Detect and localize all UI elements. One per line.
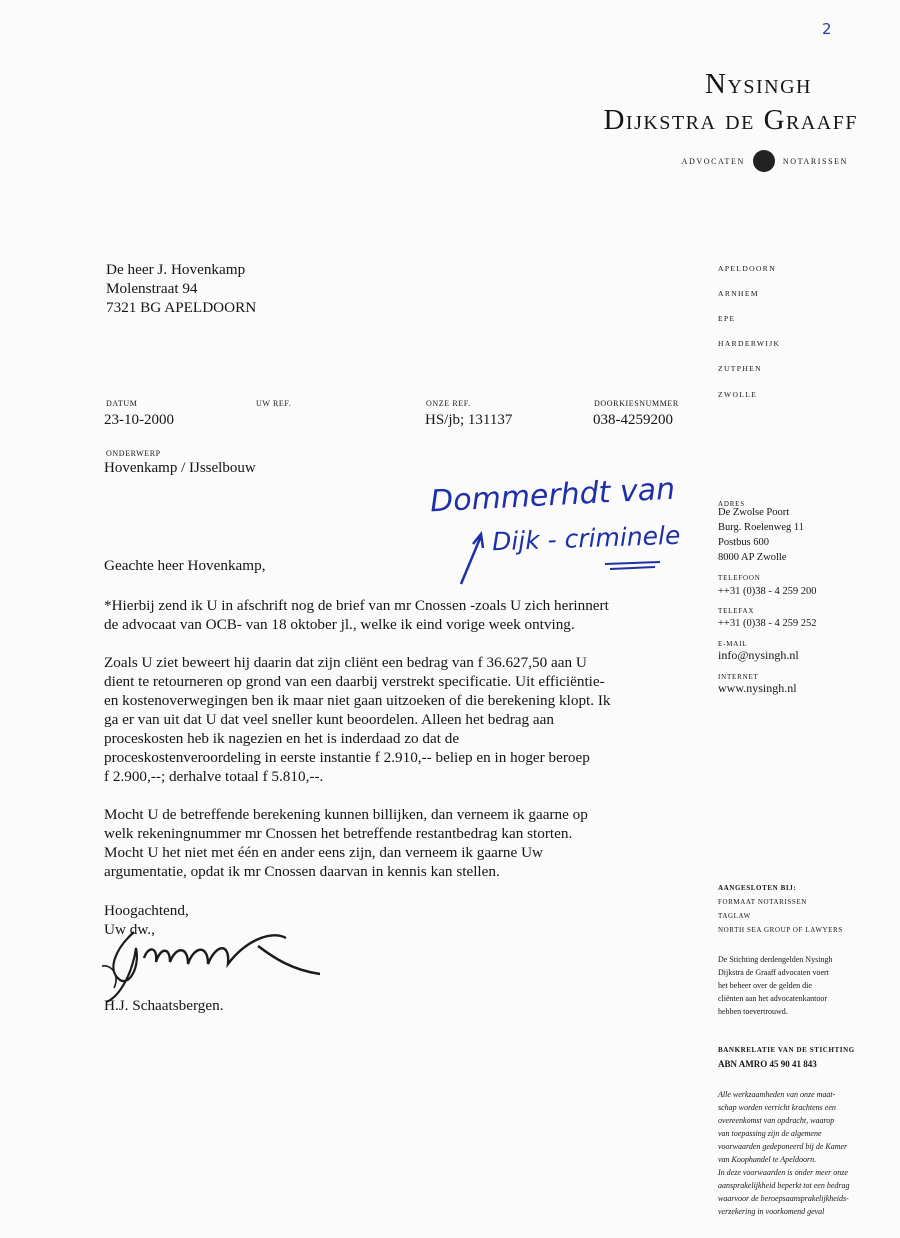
text-line: dient te retourneren op grond van een daarbij verstrekt specificatie. Uit efficiëntie- xyxy=(104,673,605,690)
closing: Hoogachtend, xyxy=(104,902,189,919)
your-ref-label: UW REF. xyxy=(256,399,292,408)
affiliation-item: NORTH SEA GROUP OF LAWYERS xyxy=(718,926,843,934)
note-line: van toepassing zijn de algemene xyxy=(718,1129,822,1138)
note-line: verzekering in voorkomend geval xyxy=(718,1207,825,1216)
affiliations-label: AANGESLOTEN BIJ: xyxy=(718,884,797,892)
subject-label: ONDERWERP xyxy=(106,449,161,458)
address-line: 8000 AP Zwolle xyxy=(718,552,787,563)
firm-name-line2: Dijkstra de Graaff xyxy=(603,104,858,136)
phone-value: ++31 (0)38 - 4 259 200 xyxy=(718,586,817,597)
text-line: ga er van uit dat U dat veel sneller kunt beoordelen. Alleen het bedrag aan xyxy=(104,711,554,728)
note-line: De Stichting derdengelden Nysingh xyxy=(718,955,833,964)
office-epe: EPE xyxy=(718,314,736,323)
recipient-city: 7321 BG APELDOORN xyxy=(106,299,257,316)
handwritten-arrow-icon xyxy=(455,528,725,588)
note-line: aansprakelijkheid beperkt tot een bedrag xyxy=(718,1181,850,1190)
text-line: welk rekeningnummer mr Cnossen het betreffende restantbedrag kan storten. xyxy=(104,825,573,842)
text-line: argumentatie, opdat ik mr Cnossen daarvan in kennis kan stellen. xyxy=(104,863,500,880)
direct-value: 038-4259200 xyxy=(593,412,673,428)
handwritten-note-line1: Dommerhdt van xyxy=(429,471,676,520)
email-label: E-MAIL xyxy=(718,640,748,648)
text-line: Mocht U het niet met één en ander eens zijn, dan verneem ik gaarne Uw xyxy=(104,844,543,861)
text-line: Zoals U ziet beweert hij daarin dat zijn cliënt een bedrag van f 36.627,50 aan U xyxy=(104,654,587,671)
email-value: info@nysingh.nl xyxy=(718,648,799,662)
office-harderwijk: HARDERWIJK xyxy=(718,339,781,348)
terms-note xyxy=(718,1088,868,1218)
our-ref-label: ONZE REF. xyxy=(426,399,471,408)
tagline-notarissen: notarissen xyxy=(782,152,848,167)
direct-label: DOORKIESNUMMER xyxy=(594,399,679,408)
text-line: proceskostenveroordeling in eerste instantie f 2.910,-- beliep en in hoger beroep xyxy=(104,749,590,766)
address-label: ADRES xyxy=(718,500,745,508)
paragraph-2 xyxy=(104,653,674,786)
date-value: 23-10-2000 xyxy=(104,412,174,428)
note-line: Dijkstra de Graaff advocaten voert xyxy=(718,968,829,977)
note-line: schap worden verricht krachtens een xyxy=(718,1103,836,1112)
text-line: f 2.900,--; derhalve totaal f 5.810,--. xyxy=(104,768,324,785)
internet-value: www.nysingh.nl xyxy=(718,681,797,695)
salutation: Geachte heer Hovenkamp, xyxy=(104,557,266,574)
logo-dot-icon xyxy=(753,150,775,172)
recipient-address xyxy=(106,260,256,317)
handwritten-note-line2: Dijk - criminele xyxy=(491,520,681,557)
recipient-name: De heer J. Hovenkamp xyxy=(106,261,246,278)
bank-label: BANKRELATIE VAN DE STICHTING xyxy=(718,1046,855,1054)
note-line: van Koophandel te Apeldoorn. xyxy=(718,1155,817,1164)
office-zwolle: ZWOLLE xyxy=(718,390,758,399)
text-line: *Hierbij zend ik U in afschrift nog de brief van mr Cnossen -zoals U zich herinnert xyxy=(104,597,609,614)
date-label: DATUM xyxy=(106,399,138,408)
affiliation-item: FORMAAT NOTARISSEN xyxy=(718,898,807,906)
note-line: Alle werkzaamheden van onze maat- xyxy=(718,1090,836,1099)
affiliation-item: TAGLAW xyxy=(718,912,751,920)
page-number: 2 xyxy=(822,20,832,38)
note-line: hebben toevertrouwd. xyxy=(718,1007,788,1016)
paragraph-3 xyxy=(104,805,674,881)
bank-value: ABN AMRO 45 90 41 843 xyxy=(718,1059,817,1069)
recipient-street: Molenstraat 94 xyxy=(106,280,198,297)
paragraph-1 xyxy=(104,596,674,634)
fax-value: ++31 (0)38 - 4 259 252 xyxy=(718,618,817,629)
office-arnhem: ARNHEM xyxy=(718,289,759,298)
address-line: Postbus 600 xyxy=(718,537,770,548)
note-line: In deze voorwaarden is onder meer onze xyxy=(718,1168,848,1177)
note-line: overeenkomst van opdracht, waarop xyxy=(718,1116,835,1125)
phone-label: TELEFOON xyxy=(718,574,761,582)
office-zutphen: ZUTPHEN xyxy=(718,364,762,373)
foundation-note xyxy=(718,953,868,1018)
address-block xyxy=(718,505,804,565)
note-line: voorwaarden gedeponeerd bij de Kamer xyxy=(718,1142,848,1151)
text-line: Mocht U de betreffende berekening kunnen billijken, dan verneem ik gaarne op xyxy=(104,806,588,823)
note-line: cliënten aan het advocatenkantoor xyxy=(718,994,828,1003)
firm-name-line1: Nysingh xyxy=(705,68,812,100)
fax-label: TELEFAX xyxy=(718,607,755,615)
affiliations-list xyxy=(718,895,843,937)
note-line: het beheer over de gelden die xyxy=(718,981,812,990)
internet-label: INTERNET xyxy=(718,673,759,681)
text-line: proceskosten heb ik nagezien en het is inderdaad zo dat de xyxy=(104,730,460,747)
note-line: waarvoor de beroepsaansprakelijkheids- xyxy=(718,1194,849,1203)
firm-tagline xyxy=(682,150,848,172)
text-line: de advocaat van OCB- van 18 oktober jl., welke ik eind vorige week ontving. xyxy=(104,616,575,633)
office-apeldoorn: APELDOORN xyxy=(718,264,777,273)
signer-name: H.J. Schaatsbergen. xyxy=(104,997,224,1014)
text-line: en kostenoverwegingen ben ik maar niet gaan uitzoeken of die berekening klopt. Ik xyxy=(104,692,611,709)
address-line: Burg. Roelenweg 11 xyxy=(718,522,805,533)
address-line: De Zwolse Poort xyxy=(718,507,790,518)
tagline-advocaten: advocaten xyxy=(681,152,745,167)
closing-2: Uw dw., xyxy=(104,921,155,938)
our-ref-value: HS/jb; 131137 xyxy=(425,412,513,428)
subject-value: Hovenkamp / IJsselbouw xyxy=(104,460,256,476)
